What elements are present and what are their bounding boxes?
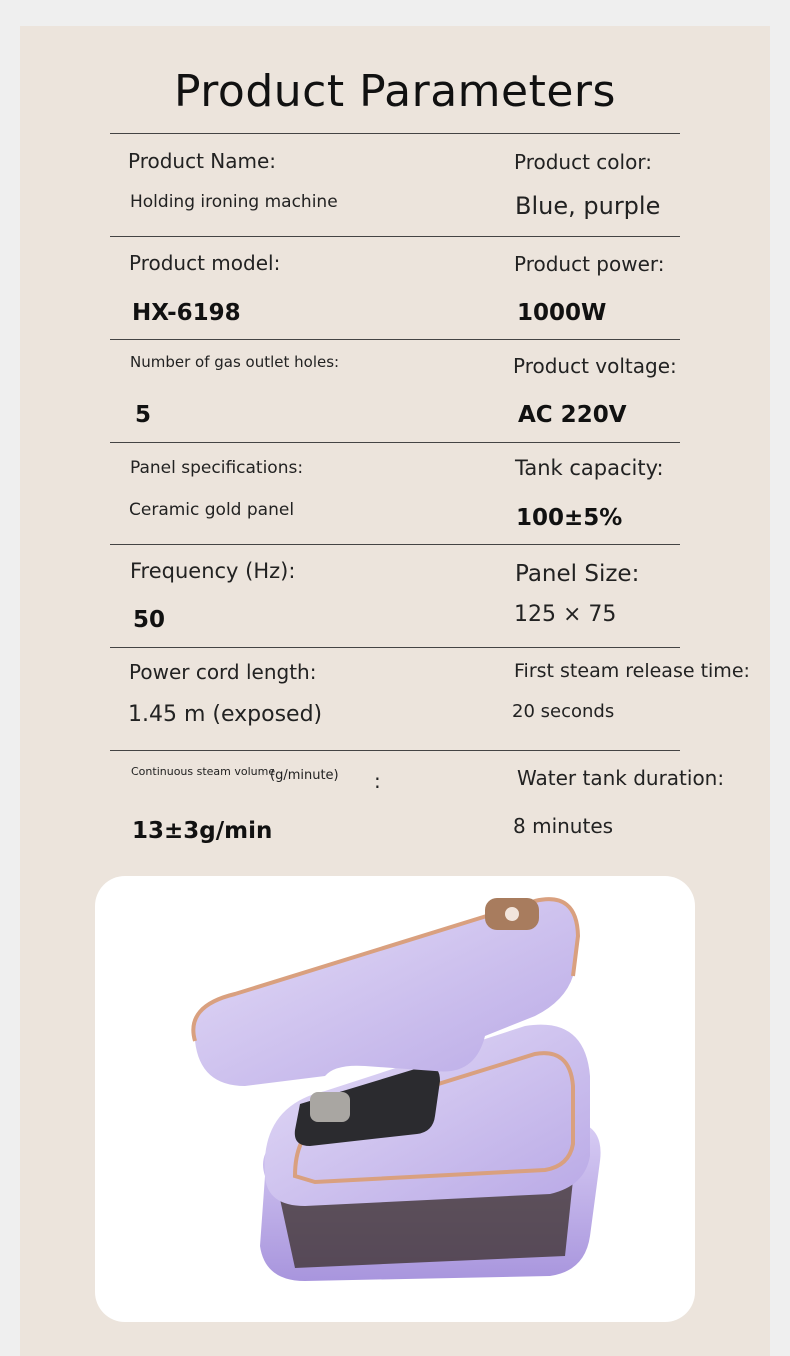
handheld-iron-illustration	[95, 876, 695, 1322]
param-value-panel-specifications: Ceramic gold panel	[129, 500, 295, 520]
param-label-first-steam-time: First steam release time:	[514, 660, 750, 682]
param-label-water-tank-duration: Water tank duration:	[517, 766, 725, 790]
param-label-panel-specifications: Panel specifications:	[130, 458, 304, 478]
param-label-continuous-steam-unit: (g/minute)	[270, 768, 339, 783]
param-label-product-color: Product color:	[514, 150, 652, 174]
param-label-panel-size: Panel Size:	[515, 561, 640, 587]
table-rule	[110, 236, 680, 237]
param-value-gas-outlet-holes: 5	[135, 402, 152, 428]
param-label-continuous-steam: Continuous steam volume	[131, 765, 276, 778]
param-label-product-model: Product model:	[129, 251, 281, 275]
param-value-power-cord-length: 1.45 m (exposed)	[128, 702, 323, 727]
param-label-power-cord-length: Power cord length:	[129, 660, 317, 684]
param-value-frequency: 50	[133, 607, 166, 633]
param-value-tank-capacity: 100±5%	[516, 505, 623, 531]
table-rule	[110, 544, 680, 545]
param-label-gas-outlet-holes: Number of gas outlet holes:	[130, 353, 340, 371]
product-photo	[95, 876, 695, 1322]
param-value-product-model: HX-6198	[132, 300, 241, 326]
param-value-product-color: Blue, purple	[515, 192, 661, 220]
table-rule	[110, 647, 680, 648]
param-label-continuous-steam-colon: :	[374, 769, 381, 793]
page-title: Product Parameters	[174, 66, 616, 117]
param-label-product-name: Product Name:	[128, 149, 277, 173]
param-label-product-power: Product power:	[514, 252, 665, 276]
param-value-product-power: 1000W	[517, 300, 607, 326]
table-rule	[110, 133, 680, 134]
table-rule	[110, 750, 680, 751]
param-value-water-tank-duration: 8 minutes	[513, 814, 614, 838]
param-value-continuous-steam: 13±3g/min	[132, 818, 273, 844]
param-label-tank-capacity: Tank capacity:	[515, 456, 664, 480]
param-value-panel-size: 125 × 75	[514, 602, 617, 627]
param-label-frequency: Frequency (Hz):	[130, 559, 296, 583]
param-value-product-name: Holding ironing machine	[130, 192, 338, 212]
table-rule	[110, 339, 680, 340]
param-label-product-voltage: Product voltage:	[513, 354, 677, 378]
table-rule	[110, 442, 680, 443]
param-value-product-voltage: AC 220V	[518, 402, 627, 428]
param-value-first-steam-time: 20 seconds	[512, 701, 615, 722]
